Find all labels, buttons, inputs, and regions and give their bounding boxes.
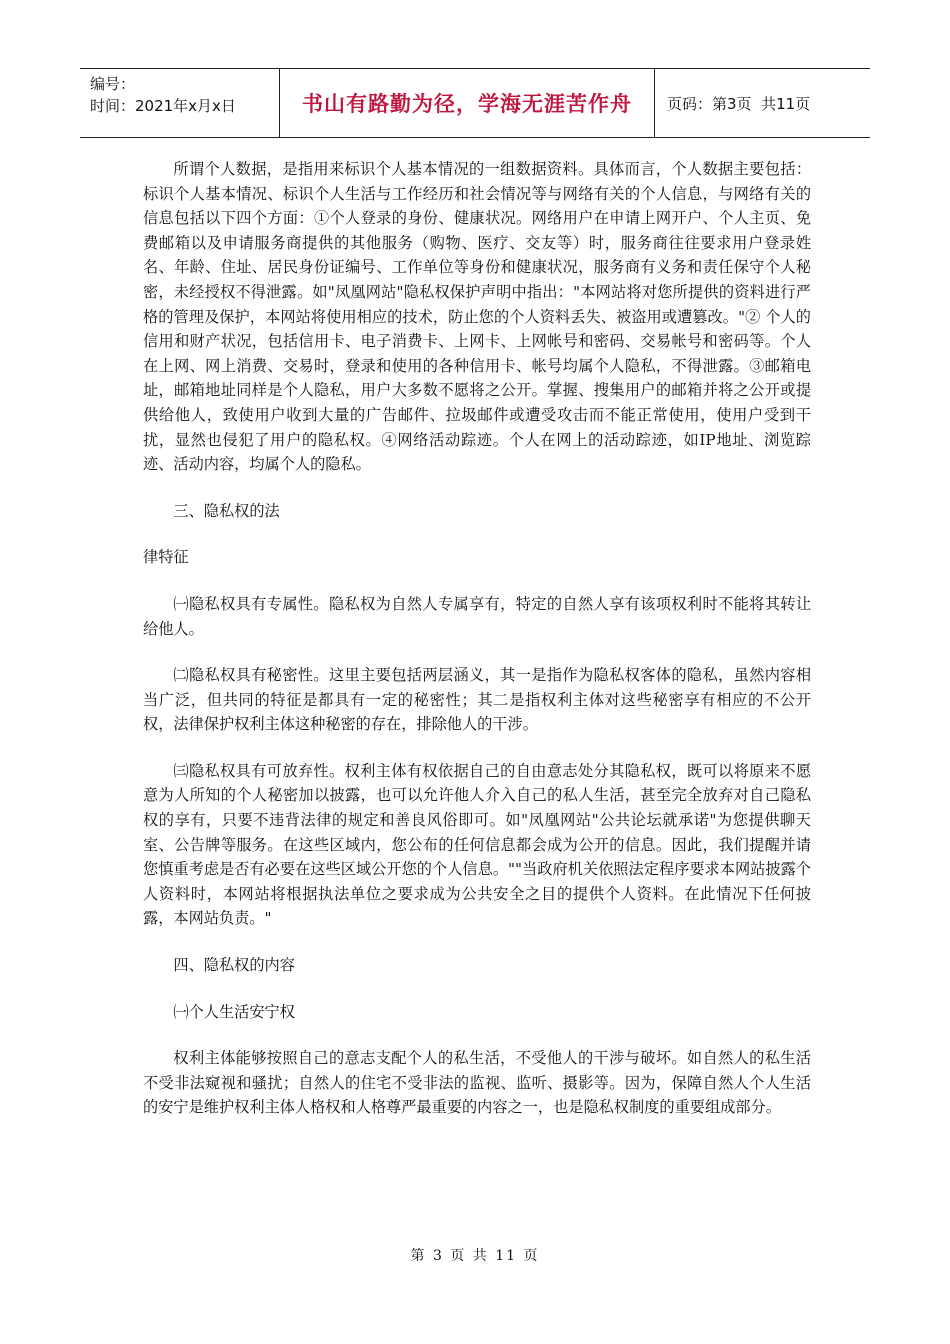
section-heading-4: 四、隐私权的内容 <box>173 956 295 975</box>
header-motto: 书山有路勤为径，学海无涯苦作舟 <box>280 69 655 137</box>
number-label: 编号： <box>90 75 136 93</box>
subsection-heading-tranquility: ㈠个人生活安宁权 <box>173 1002 295 1021</box>
paragraph-exclusivity: ㈠隐私权具有专属性。隐私权为自然人专属享有，特定的自然人享有该项权利时不能将其转让给他人。 <box>143 594 811 638</box>
paragraph-secrecy: ㈡隐私权具有秘密性。这里主要包括两层涵义，其一是指作为隐私权客体的隐私，虽然内容相当广泛，但共同的特征是都具有一定的秘密性；其二是指权利主体对这些秘密享有相应的不公开权，法律保护权利主体这种秘密的存在，排除他人的干涉。 <box>143 666 811 734</box>
page-footer: 第 3 页 共 11 页 <box>410 1248 540 1264</box>
paragraph-personal-data: 所谓个人数据，是指用来标识个人基本情况的一组数据资料。具体而言，个人数据主要包括：标识个人基本情况、标识个人生活与工作经历和社会情况等与网络有关的个人信息，与网络有关的信息包括以下四个方面：①个人登录的身份、健康状况。网络用户在申请上网开户、个人主页、免费邮箱以及申请服务商提供的其他服务（购物、医疗、交友等）时，服务商往往要求用户登录姓名、年龄、住址、居民身份证编号、工作单位等身份和健康状况，服务商有义务和责任保守个人秘密，未经授权不得泄露。如"凤凰网站"隐私权保护声明中指出："本网站将对您所提供的资料进行严格的管理及保护，本网站将使用相应的技术，防止您的个人资料丢失、被盗用或遭篡改。"② 个人的信用和财产状况，包括信用卡、电子消费卡、上网卡、上网帐号和密码、交易帐号和密码等。个人在上网、网上消费、交易时，登录和使用的各种信用卡、帐号均属个人隐私，不得泄露。③邮箱电址，邮箱地址同样是个人隐私，用户大多数不愿将之公开。掌握、搜集用户的邮箱并将之公开或提供给他人，致使用户收到大量的广告邮件、拉圾邮件或遭受攻击而不能正常使用，使用户受到干扰，显然也侵犯了用户的隐私权。④网络活动踪迹。个人在网上的活动踪迹，如IP地址、浏览踪迹、活动内容，均属个人的隐私。 <box>143 160 811 474</box>
section-heading-3: 三、隐私权的法 <box>173 501 280 520</box>
document-body <box>143 157 811 1120</box>
header-meta <box>80 69 280 137</box>
paragraph-tranquility: 权利主体能够按照自己的意志支配个人的私生活，不受他人的干涉与破坏。如自然人的私生活不受非法窥视和骚扰；自然人的住宅不受非法的监视、监听、摄影等。因为，保障自然人个人生活的安宁是维护权利主体人格权和人格尊严最重要的内容之一，也是隐私权制度的重要组成部分。 <box>143 1049 811 1117</box>
time-label: 时间：2021年x月x日 <box>90 97 236 115</box>
paragraph-waivability: ㈢隐私权具有可放弃性。权利主体有权依据自己的自由意志处分其隐私权，既可以将原来不愿意为人所知的个人秘密加以披露，也可以允许他人介入自己的私人生活，甚至完全放弃对自己隐私权的享有，只要不违背法律的规定和善良风俗即可。如"凤凰网站"公共论坛就承诺"为您提供聊天室、公告牌等服务。在这些区域内，您公布的任何信息都会成为公开的信息。因此，我们提醒并请您慎重考虑是否有必要在这些区域公开您的个人信息。""当政府机关依照法定程序要求本网站披露个人资料时，本网站将根据执法单位之要求成为公共安全之目的提供个人资料。在此情况下任何披露，本网站负责。" <box>143 761 811 928</box>
header-page-info: 页码：第3页 共11页 <box>667 94 811 113</box>
section-heading-3-continued: 律特征 <box>143 548 189 567</box>
document-header <box>80 68 870 138</box>
